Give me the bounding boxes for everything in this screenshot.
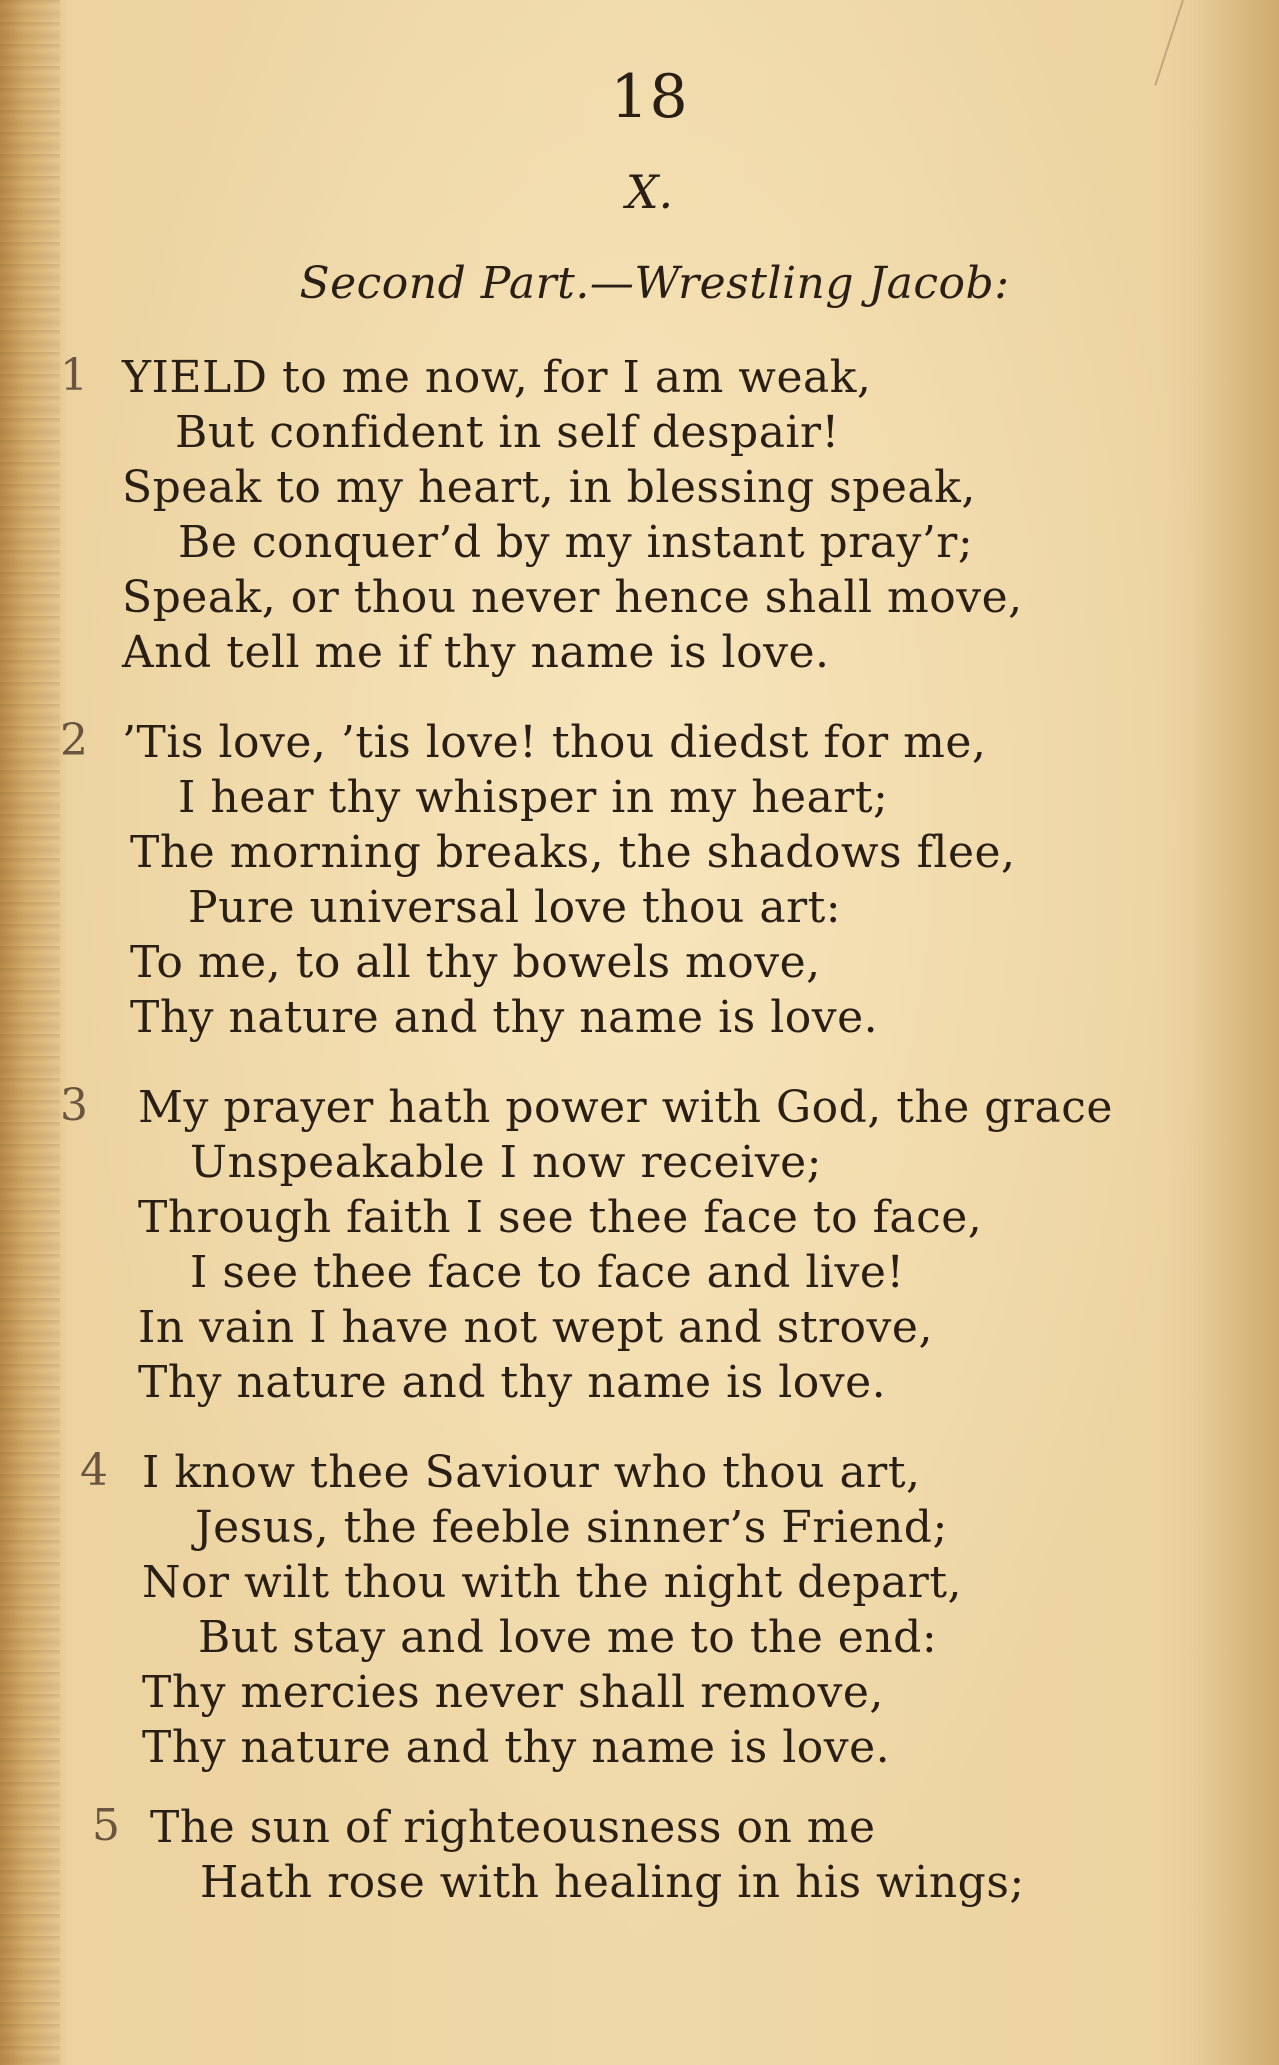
verse-line: Through faith I see thee face to face, [138,1192,983,1243]
verse-line: The sun of righteousness on me [150,1802,876,1853]
verse-number: 3 [60,1080,88,1131]
verse-number: 4 [80,1445,108,1496]
verse-line: Thy nature and thy name is love. [130,992,879,1043]
verse-line: Speak, or thou never hence shall move, [122,572,1023,623]
verse-line: Unspeakable I now receive; [190,1137,822,1188]
verse-line: Pure universal love thou art: [188,882,842,933]
verse-line: Nor wilt thou with the night depart, [142,1557,962,1608]
verse-line: Be conquer’d by my instant pray’r; [178,517,974,568]
verse-line: To me, to all thy bowels move, [130,937,821,988]
page-number: 18 [610,62,689,132]
verse-line: Jesus, the feeble sinner’s Friend; [195,1502,948,1553]
verse-line: But stay and love me to the end: [198,1612,938,1663]
verse-line: Thy mercies never shall remove, [142,1667,884,1718]
verse-line: Speak to my heart, in blessing speak, [122,462,976,513]
hymn-number: X. [625,165,674,219]
verse-number: 1 [60,350,88,401]
verse-line: But confident in self despair! [175,407,840,458]
hymn-subtitle: Second Part.—Wrestling Jacob: [299,258,1010,309]
verse-line: I hear thy whisper in my heart; [178,772,889,823]
verse-number: 5 [92,1800,120,1851]
verse-line: My prayer hath power with God, the grace [138,1082,1113,1133]
verse-number: 2 [60,715,88,766]
verse-line: ’Tis love, ’tis love! thou diedst for me, [122,717,987,768]
verse-line: The morning breaks, the shadows flee, [130,827,1016,878]
verse-line: I see thee face to face and live! [190,1247,905,1298]
verse-line: YIELD to me now, for I am weak, [122,352,872,403]
verse-line: I know thee Saviour who thou art, [142,1447,921,1498]
verse-line: Hath rose with healing in his wings; [200,1857,1025,1908]
verse-line: Thy nature and thy name is love. [142,1722,891,1773]
verse-line: And tell me if thy name is love. [122,627,830,678]
page-crease [1154,0,1184,86]
verse-line: In vain I have not wept and strove, [138,1302,933,1353]
verse-line: Thy nature and thy name is love. [138,1357,887,1408]
